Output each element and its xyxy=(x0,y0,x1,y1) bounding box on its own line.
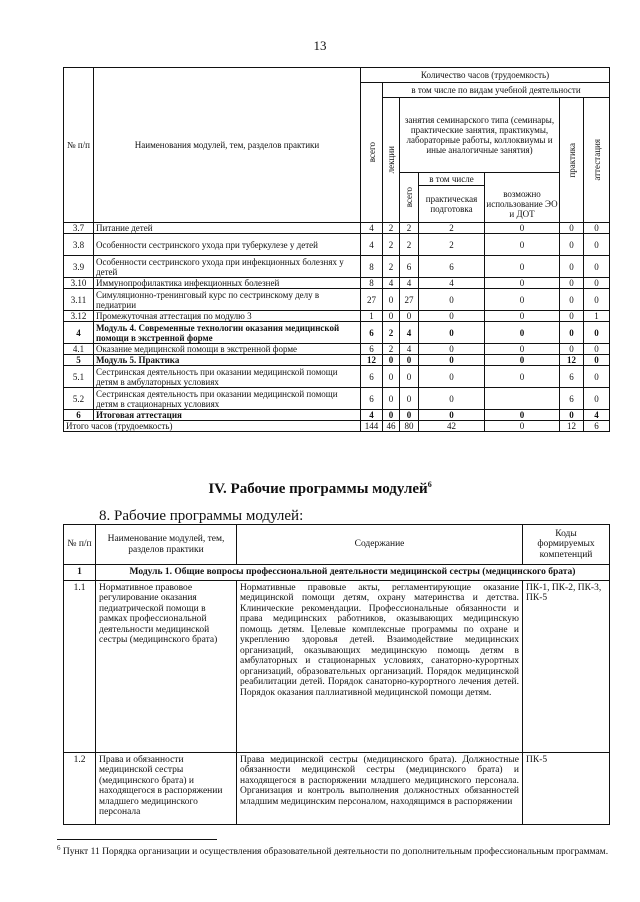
row-eo-hours: 0 xyxy=(485,355,560,366)
row-name: Сестринская деятельность при оказании медицинской помощи детям в амбулаторных условиях xyxy=(94,366,361,388)
row-name: Оказание медицинской помощи в экстренной форме xyxy=(94,344,361,355)
row-num: 5 xyxy=(64,355,94,366)
row-total-hours: 12 xyxy=(361,355,383,366)
row-eo-hours: 0 xyxy=(485,223,560,234)
table-row xyxy=(64,311,610,322)
row-1-2-codes: ПК-5 xyxy=(523,752,610,824)
row-name: Иммунопрофилактика инфекционных болезней xyxy=(94,278,361,289)
row-sem-hours: 4 xyxy=(400,322,419,344)
row-pp-hours: 0 xyxy=(419,311,485,322)
row-total-hours: 27 xyxy=(361,289,383,311)
row-sem-hours: 2 xyxy=(400,234,419,256)
row-sem-hours: 0 xyxy=(400,410,419,421)
row-pr-hours: 0 xyxy=(560,311,584,322)
row-eo-hours: 0 xyxy=(485,278,560,289)
header-incl: в том числе xyxy=(419,173,485,186)
row-lec-hours: 2 xyxy=(383,223,400,234)
row-total-hours: 6 xyxy=(361,366,383,388)
footnote-divider xyxy=(57,839,217,840)
header-attestation: аттестация xyxy=(591,139,602,181)
row-pr-hours: 0 xyxy=(560,289,584,311)
row-name: Сестринская деятельность при оказании медицинской помощи детям в стационарных условиях xyxy=(94,388,361,410)
row-pp-hours: 0 xyxy=(419,366,485,388)
table-row xyxy=(64,388,610,410)
row-at-hours: 0 xyxy=(584,234,610,256)
row-pp-hours: 0 xyxy=(419,388,485,410)
row-lec-hours: 0 xyxy=(383,366,400,388)
row-num: 3.8 xyxy=(64,234,94,256)
row-at-hours: 1 xyxy=(584,311,610,322)
row-pr-hours: 0 xyxy=(560,256,584,278)
row-lec-hours: 0 xyxy=(383,289,400,311)
hours-table xyxy=(63,67,610,432)
row-1-2-num: 1.2 xyxy=(64,752,96,824)
total-pp-hours: 42 xyxy=(419,421,485,432)
row-1-1-num: 1.1 xyxy=(64,580,96,752)
row-num: 3.9 xyxy=(64,256,94,278)
row-num: 3.12 xyxy=(64,311,94,322)
page-number: 13 xyxy=(313,38,327,53)
header-total: всего xyxy=(366,142,377,163)
row-name: Модуль 5. Практика xyxy=(94,355,361,366)
row-sem-hours: 0 xyxy=(400,388,419,410)
header-sem-total: всего xyxy=(404,187,414,208)
t2-header-name: Наименование модулей, тем, разделов практики xyxy=(96,525,237,565)
module-programs-table xyxy=(63,524,610,825)
row-lec-hours: 0 xyxy=(383,311,400,322)
row-1-2-name: Права и обязанности медицинской сестры (медицинского брата) и находящегося в распоряжении младшего медицинского персонала xyxy=(96,752,237,824)
row-at-hours: 0 xyxy=(584,344,610,355)
row-eo-hours: 0 xyxy=(485,410,560,421)
t2-header-num: № п/п xyxy=(64,525,96,565)
total-pr-hours: 12 xyxy=(560,421,584,432)
row-lec-hours: 2 xyxy=(383,344,400,355)
header-incl-by-type: в том числе по видам учебной деятельности xyxy=(383,83,610,98)
row-eo-hours: 0 xyxy=(485,256,560,278)
table-row xyxy=(64,289,610,311)
row-pp-hours: 0 xyxy=(419,322,485,344)
row-lec-hours: 4 xyxy=(383,278,400,289)
row-pr-hours: 0 xyxy=(560,223,584,234)
row-num: 5.2 xyxy=(64,388,94,410)
row-sem-hours: 4 xyxy=(400,278,419,289)
row-eo-hours xyxy=(485,388,560,410)
row-pr-hours: 0 xyxy=(560,234,584,256)
row-at-hours: 0 xyxy=(584,355,610,366)
row-pp-hours: 0 xyxy=(419,355,485,366)
section-title: IV. Рабочие программы модулей$^6$ xyxy=(208,480,432,497)
row-total-hours: 6 xyxy=(361,388,383,410)
header-name: Наименования модулей, тем, разделов практики xyxy=(94,68,361,223)
total-at-hours: 6 xyxy=(584,421,610,432)
header-lectures: лекции xyxy=(386,146,396,174)
row-name: Промежуточная аттестация по модулю 3 xyxy=(94,311,361,322)
row-at-hours: 4 xyxy=(584,410,610,421)
row-pp-hours: 2 xyxy=(419,223,485,234)
table-row xyxy=(64,410,610,421)
row-at-hours: 0 xyxy=(584,366,610,388)
row-total-hours: 4 xyxy=(361,410,383,421)
row-name: Особенности сестринского ухода при туберкулезе у детей xyxy=(94,234,361,256)
header-eo-dot: возможно использование ЭО и ДОТ xyxy=(486,189,558,219)
row-sem-hours: 2 xyxy=(400,223,419,234)
row-at-hours: 0 xyxy=(584,289,610,311)
row-lec-hours: 2 xyxy=(383,256,400,278)
row-sem-hours: 27 xyxy=(400,289,419,311)
total-row xyxy=(64,421,610,432)
row-pr-hours: 0 xyxy=(560,410,584,421)
row-at-hours: 0 xyxy=(584,322,610,344)
row-pr-hours: 6 xyxy=(560,388,584,410)
row-total-hours: 1 xyxy=(361,311,383,322)
row-eo-hours: 0 xyxy=(485,366,560,388)
row-num: 3.11 xyxy=(64,289,94,311)
subtitle: 8. Рабочие программы модулей: xyxy=(99,508,304,524)
row-lec-hours: 2 xyxy=(383,234,400,256)
row-pr-hours: 6 xyxy=(560,366,584,388)
row-lec-hours: 0 xyxy=(383,388,400,410)
row-total-hours: 8 xyxy=(361,278,383,289)
row-pp-hours: 0 xyxy=(419,410,485,421)
row-pr-hours: 12 xyxy=(560,355,584,366)
row-pr-hours: 0 xyxy=(560,278,584,289)
row-eo-hours: 0 xyxy=(485,234,560,256)
row-pr-hours: 0 xyxy=(560,344,584,355)
row-eo-hours: 0 xyxy=(485,311,560,322)
table-row xyxy=(64,355,610,366)
module-row-title: Модуль 1. Общие вопросы профессиональной деятельности медицинской сестры (медицинского брата) xyxy=(96,565,610,581)
row-total-hours: 6 xyxy=(361,344,383,355)
row-pp-hours: 2 xyxy=(419,234,485,256)
row-num: 6 xyxy=(64,410,94,421)
table-row xyxy=(64,256,610,278)
row-sem-hours: 0 xyxy=(400,366,419,388)
row-pp-hours: 0 xyxy=(419,344,485,355)
t2-header-content: Содержание xyxy=(237,525,523,565)
row-at-hours: 0 xyxy=(584,278,610,289)
row-eo-hours: 0 xyxy=(485,344,560,355)
row-name: Симуляционно-тренинговый курс по сестринскому делу в педиатрии xyxy=(94,289,361,311)
total-row-label: Итого часов (трудоемкость) xyxy=(64,421,361,432)
table-row xyxy=(64,223,610,234)
module-row-num: 1 xyxy=(64,565,96,581)
row-num: 4 xyxy=(64,322,94,344)
row-lec-hours: 0 xyxy=(383,355,400,366)
t2-header-codes: Коды формируемых компетенций xyxy=(523,525,610,565)
total-sem-hours: 80 xyxy=(400,421,419,432)
row-at-hours: 0 xyxy=(584,223,610,234)
row-at-hours: 0 xyxy=(584,388,610,410)
header-prac-training: практическая подготовка xyxy=(425,194,478,214)
row-sem-hours: 0 xyxy=(400,355,419,366)
header-practice: практика xyxy=(566,142,577,178)
row-eo-hours: 0 xyxy=(485,289,560,311)
row-1-2-content: Права медицинской сестры (медицинского брата). Должностные обязанности медицинской сестры (медицинского брата) и находящегося в распоряжении младшего медицинского персонала. Организация и контроль выполнения должностных обязанностей младшим медицинским персоналом, находящимся в распоряжении xyxy=(237,752,523,824)
row-sem-hours: 0 xyxy=(400,311,419,322)
row-name: Модуль 4. Современные технологии оказания медицинской помощи в экстренной форме xyxy=(94,322,361,344)
row-sem-hours: 4 xyxy=(400,344,419,355)
footnote: $^6$ Пункт 11 Порядка организации и осуществления образовательной деятельности по дополнительным профессиональным программам. xyxy=(57,844,609,858)
table-row xyxy=(64,344,610,355)
row-lec-hours: 0 xyxy=(383,410,400,421)
row-pr-hours: 0 xyxy=(560,322,584,344)
total-lec-hours: 46 xyxy=(383,421,400,432)
table-row xyxy=(64,278,610,289)
row-pp-hours: 6 xyxy=(419,256,485,278)
row-num: 5.1 xyxy=(64,366,94,388)
header-hours-total: Количество часов (трудоемкость) xyxy=(361,68,610,83)
row-num: 4.1 xyxy=(64,344,94,355)
row-total-hours: 6 xyxy=(361,322,383,344)
table-row xyxy=(64,322,610,344)
row-total-hours: 4 xyxy=(361,234,383,256)
row-pp-hours: 4 xyxy=(419,278,485,289)
row-at-hours: 0 xyxy=(584,256,610,278)
row-pp-hours: 0 xyxy=(419,289,485,311)
row-num: 3.10 xyxy=(64,278,94,289)
row-name: Особенности сестринского ухода при инфекционных болезнях у детей xyxy=(94,256,361,278)
row-total-hours: 8 xyxy=(361,256,383,278)
total-total-hours: 144 xyxy=(361,421,383,432)
table-row xyxy=(64,234,610,256)
table-row xyxy=(64,366,610,388)
row-eo-hours: 0 xyxy=(485,322,560,344)
row-1-1-codes: ПК-1, ПК-2, ПК-3, ПК-5 xyxy=(523,580,610,752)
row-total-hours: 4 xyxy=(361,223,383,234)
row-num: 3.7 xyxy=(64,223,94,234)
header-num: № п/п xyxy=(64,68,94,223)
header-seminar: занятия семинарского типа (семинары, практические занятия, практикумы, лабораторные работы, коллоквиумы и иные аналогичные занятия) xyxy=(400,98,560,173)
row-lec-hours: 2 xyxy=(383,322,400,344)
row-1-1-content: Нормативные правовые акты, регламентирующие оказание медицинской помощи детям, охрану материнства и детства. Клинические рекомендации. Профессиональные обязанности и права медицинских работников, оказывающих медицинскую помощь детям. Целевые комплексные программы по охране и укреплению здоровья детей. Взаимодействие медицинских организаций, оказывающих медицинскую помощь детям в амбулаторных и стационарных условиях, санаторно-курортных организаций, образовательных организаций. Порядок медицинской реабилитации детей. Порядок санаторно-курортного лечения детей. Порядок оказания паллиативной медицинской помощи детям. xyxy=(237,580,523,752)
row-1-1-name: Нормативное правовое регулирование оказания педиатрической помощи в рамках профессиональной деятельности медицинской сестры (медицинского брата) xyxy=(96,580,237,752)
total-eo-hours: 0 xyxy=(485,421,560,432)
row-name: Итоговая аттестация xyxy=(94,410,361,421)
row-name: Питание детей xyxy=(94,223,361,234)
row-sem-hours: 6 xyxy=(400,256,419,278)
